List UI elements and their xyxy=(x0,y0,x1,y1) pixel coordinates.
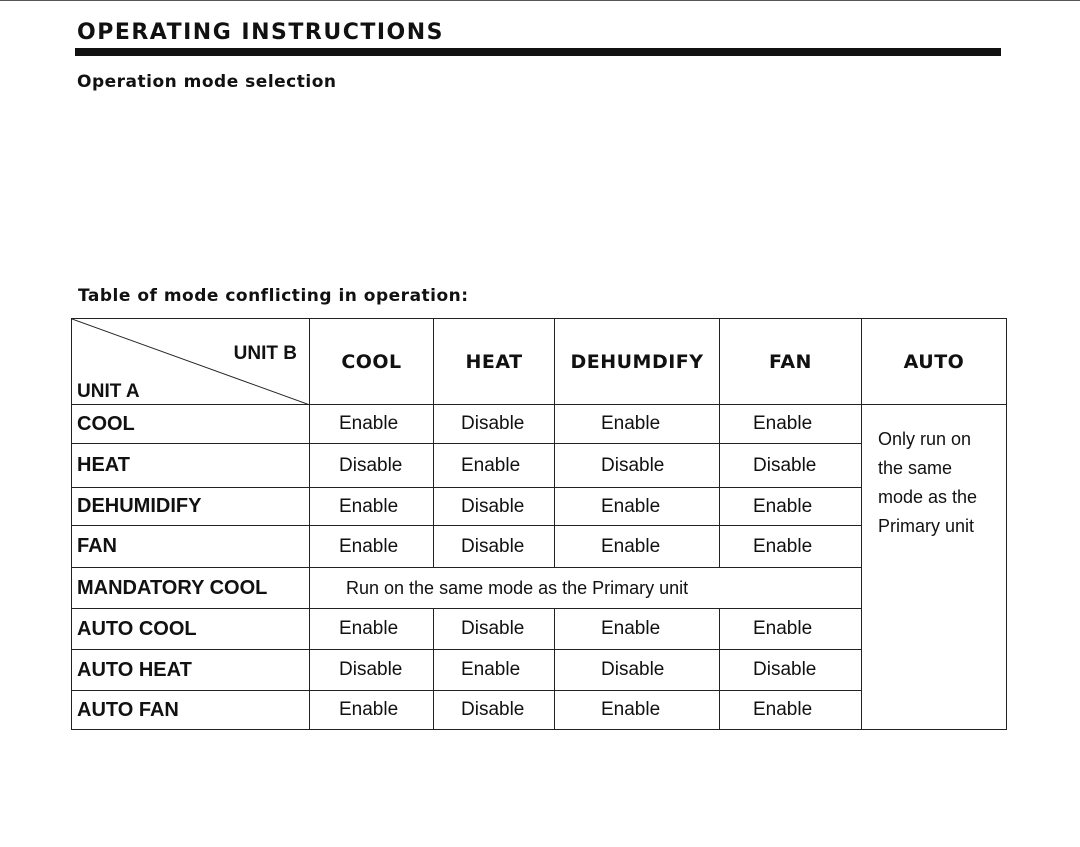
row-header-auto-fan: AUTO FAN xyxy=(72,691,310,730)
auto-note-line: the same xyxy=(878,458,953,478)
cell-value: Enable xyxy=(434,650,555,691)
row-header-auto-heat: AUTO HEAT xyxy=(72,650,310,691)
auto-column-note xyxy=(862,405,1007,730)
cell-value: Enable xyxy=(720,609,862,650)
cell-value: Disable xyxy=(555,444,720,488)
column-header-heat: HEAT xyxy=(434,319,555,405)
auto-note-line: Primary unit xyxy=(878,516,975,536)
cell-value: Enable xyxy=(720,526,862,568)
cell-value: Disable xyxy=(434,526,555,568)
page-top-border xyxy=(0,0,1080,1)
cell-value: Enable xyxy=(555,526,720,568)
cell-value: Disable xyxy=(434,488,555,526)
page-title: OPERATING INSTRUCTIONS xyxy=(77,20,444,45)
cell-value: Enable xyxy=(555,691,720,730)
section-heading: Operation mode selection xyxy=(77,72,337,92)
unit-b-label: UNIT B xyxy=(233,343,297,364)
cell-value: Enable xyxy=(310,488,434,526)
cell-value: Enable xyxy=(720,405,862,444)
row-header-cool: COOL xyxy=(72,405,310,444)
column-header-fan: FAN xyxy=(720,319,862,405)
cell-value: Enable xyxy=(310,691,434,730)
table-header-row xyxy=(72,319,1007,405)
title-underline-bar xyxy=(75,48,1001,56)
column-header-dehumidify: DEHUMDIFY xyxy=(555,319,720,405)
corner-header-cell xyxy=(72,319,310,405)
unit-a-label: UNIT A xyxy=(77,381,140,402)
cell-value: Enable xyxy=(310,405,434,444)
cell-value: Enable xyxy=(555,609,720,650)
cell-value: Disable xyxy=(720,650,862,691)
cell-value: Enable xyxy=(555,488,720,526)
cell-value: Enable xyxy=(310,609,434,650)
cell-value: Disable xyxy=(434,691,555,730)
cell-value: Enable xyxy=(555,405,720,444)
table-caption: Table of mode conflicting in operation: xyxy=(78,286,469,306)
table-row-cool xyxy=(72,405,1007,444)
cell-value: Disable xyxy=(310,444,434,488)
auto-note-line: mode as the xyxy=(878,487,978,507)
cell-value: Disable xyxy=(434,405,555,444)
cell-value: Enable xyxy=(720,488,862,526)
cell-value: Enable xyxy=(310,526,434,568)
row-header-auto-cool: AUTO COOL xyxy=(72,609,310,650)
row-header-mandatory-cool: MANDATORY COOL xyxy=(72,568,310,609)
mandatory-cool-note: Run on the same mode as the Primary unit xyxy=(310,568,862,609)
row-header-fan: FAN xyxy=(72,526,310,568)
column-header-auto: AUTO xyxy=(862,319,1007,405)
mode-conflict-table xyxy=(71,318,1007,730)
cell-value: Enable xyxy=(434,444,555,488)
row-header-heat: HEAT xyxy=(72,444,310,488)
cell-value: Disable xyxy=(434,609,555,650)
column-header-cool: COOL xyxy=(310,319,434,405)
cell-value: Disable xyxy=(720,444,862,488)
cell-value: Disable xyxy=(310,650,434,691)
cell-value: Enable xyxy=(720,691,862,730)
cell-value: Disable xyxy=(555,650,720,691)
row-header-dehumidify: DEHUMIDIFY xyxy=(72,488,310,526)
auto-note-line: Only run on xyxy=(878,429,972,449)
